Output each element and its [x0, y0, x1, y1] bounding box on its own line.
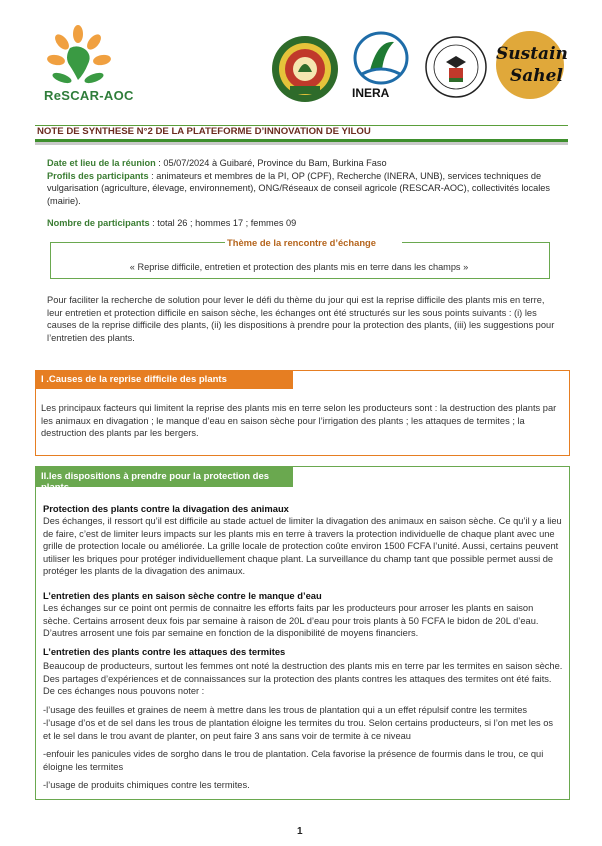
subheading-water: L’entretien des plants en saison sèche contre le manque d’eau — [43, 590, 322, 601]
section-dispositions-title: II.les dispositions à prendre pour la protection des plants — [41, 471, 270, 493]
unb-logo — [420, 32, 492, 102]
section-dispositions-header — [35, 466, 293, 493]
list-item: -enfouir les panicules vides de sorgho dans le trou de plantation. Cela favorise la présence de fourmis dans le trou, ce qui éloigne les termites — [43, 749, 544, 772]
subheading-divagation: Protection des plants contre la divagation des animaux — [43, 503, 289, 514]
theme-border-right — [402, 242, 550, 243]
profiles-label: Profils des participants — [47, 171, 149, 181]
intro-paragraph: Pour faciliter la recherche de solution pour lever le défi du thème du jour qui est la reprise difficile des plants mis en terre, leur entretien et protection difficile en saison sèche, les échanges ont été structurés sur les sous points suivants : (i) les causes de la reprise difficile des plants, (ii) les dispositions à prendre pour la protection des plants, (iii) les suggestions pour l’entretien des plants. — [47, 295, 555, 343]
theme-title: Thème de la rencontre d’échange — [227, 237, 377, 248]
paragraph-divagation: Des échanges, il ressort qu’il est difficile au stade actuel de limiter la divagation des animaux en saison sèche. Ce qu’il y a lieu de faire, c’est de limiter leurs impacts sur les plants mis en terre à travers la protection individuelle de chaque plant avec une grille de protection locale ou améliorée. La grille locale de protection coûte environ 1500 FCFA l’unité. Aussi, certains peuvent utiliser les briques pour protéger individuellement chaque plant. La surveillance du champ tant que possible permet aussi de protéger les plants de la divagation des animaux. — [43, 516, 562, 577]
theme-text: « Reprise difficile, entretien et protection des plants mis en terre dans les champs » — [129, 262, 469, 272]
sustain-sahel-logo — [492, 30, 568, 100]
rescar-caption: ReSCAR-AOC — [44, 88, 134, 103]
paragraph-water: Les échanges sur ce point ont permis de connaitre les efforts faits par les producteurs pour arroser les plants en saison sèche. Certains arrosent deux fois par semaine à raison de 20L d’eau pour trois plants à 50 FCFA le bidon de 20L d’eau. D’autres arrosent une fois par semaine en fonction de la disponibilité de moyens financiers. — [43, 603, 539, 639]
subheading-termites: L’entretien des plants contre les attaques des termites — [43, 646, 286, 657]
inera-caption: INERA — [352, 86, 390, 100]
title-bar — [35, 125, 568, 142]
cpf-logo — [270, 34, 340, 104]
profiles-value: : animateurs et membres de la PI, OP (CPF), Recherche (INERA, UNB), services techniques de vulgarisation (agriculture, élevage, environnement), ONG/Réseaux de conseil agricole (RESCAR-AOC), collectivités locales (mairie). — [47, 171, 550, 206]
list-item: -l’usage de produits chimiques contre les termites. — [43, 780, 250, 790]
section-causes-title: I .Causes de la reprise difficile des plants — [41, 374, 227, 385]
rescar-aoc-logo — [40, 24, 140, 108]
list-item: -l’usage des feuilles et graines de neem à mettre dans les trous de plantation qui a un effet répulsif contre les termites — [43, 705, 528, 715]
participant-profiles — [47, 170, 557, 207]
inera-logo — [348, 30, 414, 102]
sustain-text: Sustain — [496, 44, 568, 64]
date-value: : 05/07/2024 à Guibaré, Province du Bam, Burkina Faso — [155, 158, 387, 168]
list-item: -l’usage d’os et de sel dans les trous de plantation éloigne les termites du trou. Selon certains producteurs, si l’on met les os et le sel dans le trou avant de planter, on peut faire 3 ans sans voir de termite à ce niveau — [43, 718, 554, 741]
count-label: Nombre de participants — [47, 218, 150, 228]
date-label: Date et lieu de la réunion — [47, 158, 156, 168]
participant-count — [47, 217, 557, 229]
sahel-text: Sahel — [510, 66, 563, 86]
section-causes-body: Les principaux facteurs qui limitent la reprise des plants mis en terre selon les producteurs sont : la destruction des plants par les animaux en divagation ; le manque d’eau en saison sèche pour l’irrigation des plants ; les attaques de termites ; la destruction des plants par les bergers. — [41, 403, 557, 439]
count-value: : total 26 ; hommes 17 ; femmes 09 — [149, 218, 297, 228]
theme-border-left — [50, 242, 225, 243]
document-title: NOTE DE SYNTHESE N°2 DE LA PLATEFORME D’INNOVATION DE YILOU — [37, 126, 371, 137]
section-causes-header — [35, 370, 293, 389]
title-shadow — [35, 142, 568, 145]
paragraph-termites: Beaucoup de producteurs, surtout les femmes ont noté la destruction des plants mis en terre par les termites en saison sèche. Des partages d’expériences et de connaissances sur la protection des plants contres les attaques des termites ont été faits. De ces échanges nous pouvons noter : — [43, 661, 563, 697]
page-number: 1 — [297, 826, 303, 837]
meeting-date — [47, 157, 557, 169]
